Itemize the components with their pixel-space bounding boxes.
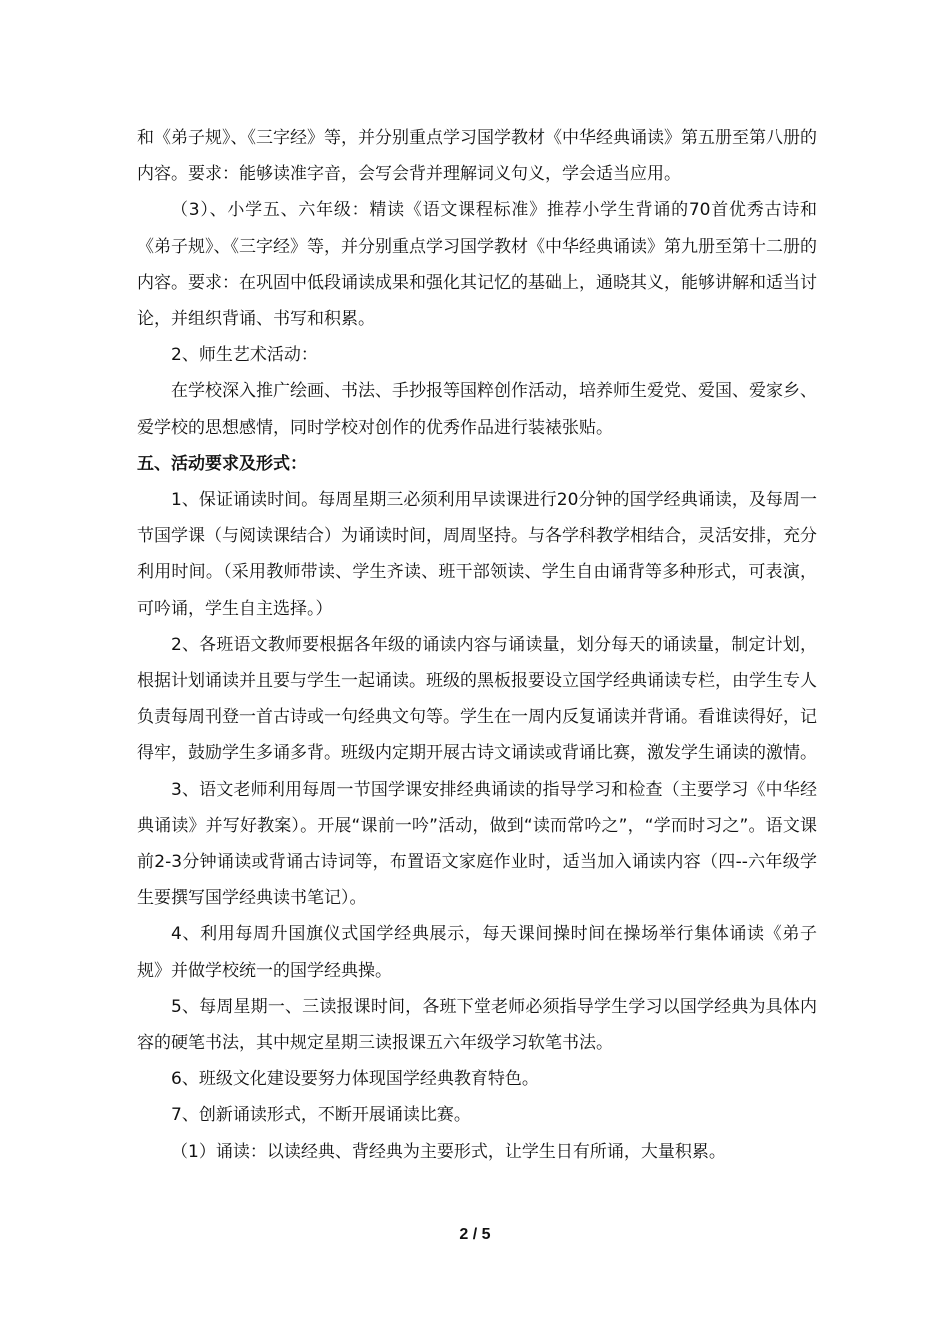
page-number: 2 / 5 xyxy=(459,1226,491,1243)
paragraph-2: （3）、小学五、六年级：精读《语文课程标准》推荐小学生背诵的70首优秀古诗和《弟子规》、《三字经》等，并分别重点学习国学教材《中华经典诵读》第九册至第十二册的内容。要求：在巩固中低段诵读成果和强化其记忆的基础上，通晓其义，能够讲解和适当讨论，并组织背诵、书写和积累。 xyxy=(137,200,817,330)
paragraph-11: 6、班级文化建设要努力体现国学经典教育特色。 xyxy=(171,1069,539,1090)
paragraph-12: 7、创新诵读形式，不断开展诵读比赛。 xyxy=(171,1105,471,1126)
paragraph-1: 和《弟子规》、《三字经》等，并分别重点学习国学教材《中华经典诵读》第五册至第八册的内容。要求：能够读准字音，会写会背并理解词义句义，学会适当应用。 xyxy=(137,128,817,185)
paragraph-4: 在学校深入推广绘画、书法、手抄报等国粹创作活动，培养师生爱党、爱国、爱家乡、爱学校的思想感情，同时学校对创作的优秀作品进行装裱张贴。 xyxy=(137,381,817,438)
paragraph-8: 3、语文老师利用每周一节国学课安排经典诵读的指导学习和检查（主要学习《中华经典诵读》并写好教案）。开展“课前一吟”活动，做到“读而常吟之”，“学而时习之”。语文课前2-3分钟诵读或背诵古诗词等，布置语文家庭作业时，适当加入诵读内容（四--六年级学生要撰写国学经典读书笔记）。 xyxy=(137,779,817,909)
paragraph-7: 2、各班语文教师要根据各年级的诵读内容与诵读量，划分每天的诵读量，制定计划，根据计划诵读并且要与学生一起诵读。班级的黑板报要设立国学经典诵读专栏，由学生专人负责每周刊登一首古诗或一句经典文句等。学生在一周内反复诵读并背诵。看谁读得好，记得牢，鼓励学生多诵多背。班级内定期开展古诗文诵读或背诵比赛，激发学生诵读的激情。 xyxy=(137,634,817,764)
section-heading: 五、活动要求及形式： xyxy=(137,453,307,474)
document-body xyxy=(137,120,817,1170)
paragraph-9: 4、利用每周升国旗仪式国学经典展示，每天课间操时间在操场举行集体诵读《弟子规》并做学校统一的国学经典操。 xyxy=(137,924,817,981)
paragraph-3: 2、师生艺术活动： xyxy=(171,345,318,366)
paragraph-6: 1、保证诵读时间。每周星期三必须利用早读课进行20分钟的国学经典诵读，及每周一节国学课（与阅读课结合）为诵读时间，周周坚持。与各学科教学相结合，灵活安排，充分利用时间。（采用教师带读、学生齐读、班干部领读、学生自由诵背等多种形式，可表演，可吟诵，学生自主选择。） xyxy=(137,490,817,619)
paragraph-10: 5、每周星期一、三读报课时间，各班下堂老师必须指导学生学习以国学经典为具体内容的硬笔书法，其中规定星期三读报课五六年级学习软笔书法。 xyxy=(137,996,817,1054)
paragraph-13: （1）诵读：以读经典、背经典为主要形式，让学生日有所诵，大量积累。 xyxy=(171,1141,726,1162)
